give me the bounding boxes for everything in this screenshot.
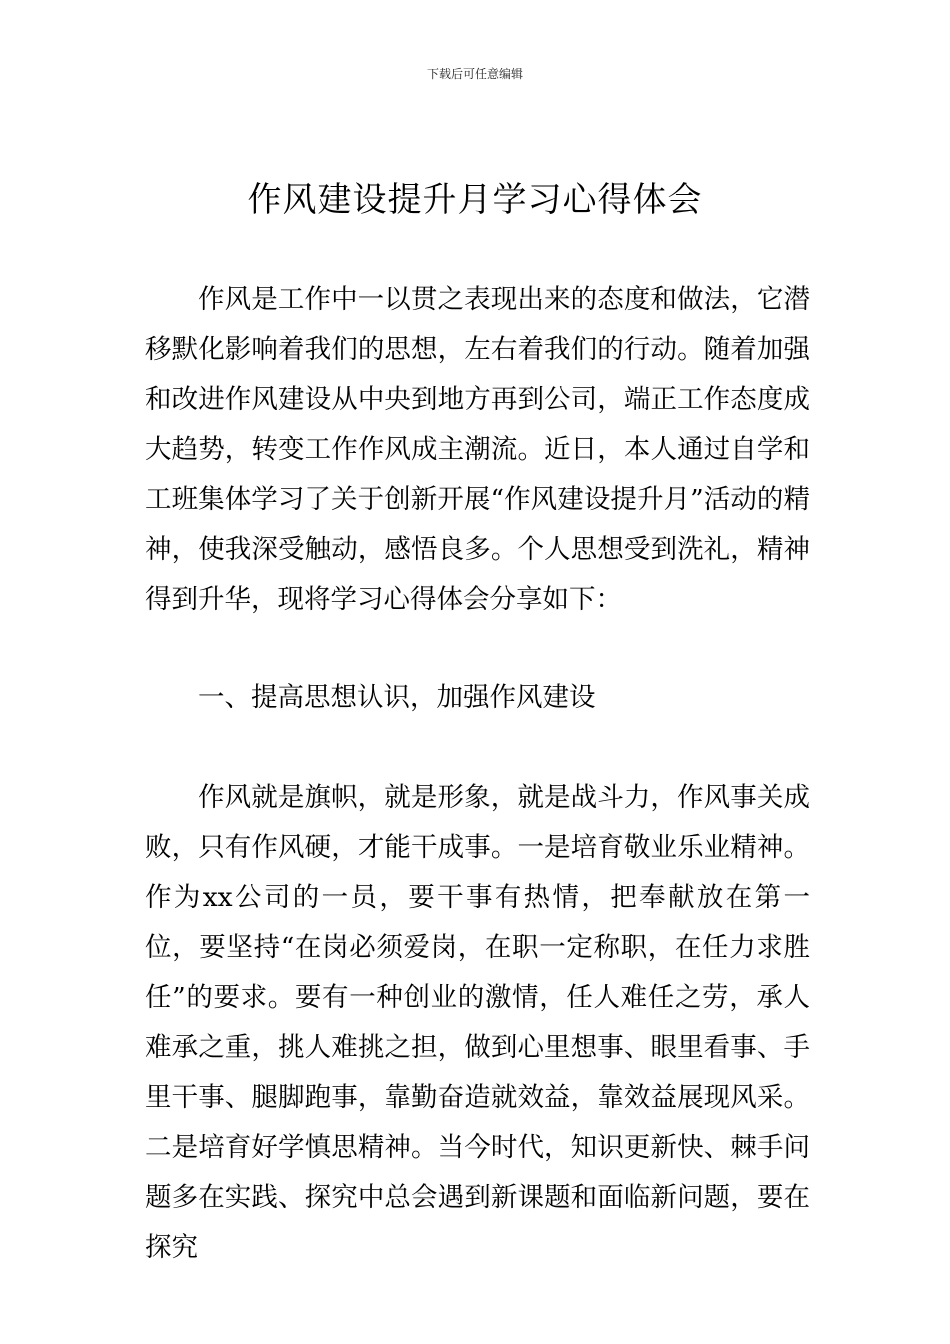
page-header-note: 下载后可任意编辑: [426, 67, 523, 81]
intro-paragraph: 作风是工作中一以贯之表现出来的态度和做法，它潜移默化影响着我们的思想，左右着我们的行动。随着加强和改进作风建设从中央到地方再到公司，端正工作态度成大趋势，转变工作作风成主潮流。近日，本人通过自学和工班集体学习了关于创新开展“作风建设提升月”活动的精神，使我深受触动，感悟良多。个人思想受到洗礼，精神得到升华，现将学习心得体会分享如下：: [145, 284, 810, 615]
section-heading: 一、提高思想认识，加强作风建设: [198, 682, 596, 713]
section-paragraph: 作风就是旗帜，就是形象，就是战斗力，作风事关成败，只有作风硬，才能干成事。一是培育敬业乐业精神。作为xx公司的一员，要干事有热情，把奉献放在第一位，要坚持“在岗必须爱岗，在职一定称职，在任力求胜任”的要求。要有一种创业的激情，任人难任之劳，承人难承之重，挑人难挑之担，做到心里想事、眼里看事、手里干事、腿脚跑事，靠勤奋造就效益，靠效益展现风采。二是培育好学慎思精神。当今时代，知识更新快、棘手问题多在实践、探究中总会遇到新课题和面临新问题，要在探究: [145, 782, 810, 1263]
document-title: 作风建设提升月学习心得体会: [247, 180, 703, 220]
